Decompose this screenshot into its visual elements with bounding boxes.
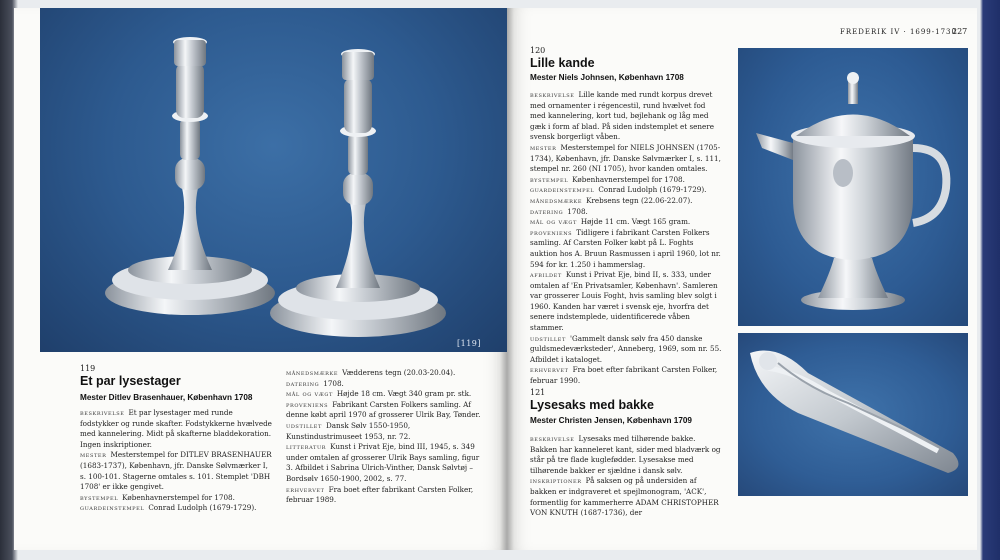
- entry-120-number: 120: [530, 46, 546, 55]
- entry-119-col1: [80, 408, 272, 514]
- entry-paragraph: erhvervet Fra boet efter fabrikant Carsten Folker, februar 1990.: [530, 365, 718, 386]
- entry-paragraph: beskrivelse Et par lysestager med runde fodstykker og runde skafter. Fodstykkerne hvælvede med kannelering. Midt på skafterne bladdekoration. Ingen inskriptioner.: [80, 408, 272, 449]
- right-candlestick: [270, 49, 446, 337]
- entry-paragraph: litteratur Kunst i Privat Eje, bind III, 1945, s. 349 under omtalen af grosserer Ulrik Bays samling, figur 3. Afbildet i Sabrina Ulrich-Vinther, Dansk Sølvtøj – Bordsølv 1650-1900, 2002, s. 77.: [286, 442, 480, 483]
- entry-paragraph: guardeinstempel Conrad Ludolph (1679-1729).: [530, 185, 707, 195]
- entry-paragraph: erhvervet Fra boet efter fabrikant Carsten Folker, februar 1989.: [286, 484, 474, 505]
- entry-121-body: [530, 434, 723, 519]
- entry-paragraph: beskrivelse Lille kande med rundt korpus drevet med ornamenter i régencestil, rund hvælvet fod med kannelering, kort tud, bøjlehank og låg med gæk i form af blad. På siden indstemplet et senere svensk borgerligt våben.: [530, 90, 714, 142]
- entry-paragraph: bystempel Københavnerstempel for 1708.: [530, 174, 685, 184]
- entry-paragraph: guardeinstempel Conrad Ludolph (1679-1729).: [80, 503, 257, 513]
- entry-paragraph: udstillet 'Gammelt dansk sølv fra 450 danske guldsmedeværksteder', Anneberg, 1969, som nr. 55. Afbildet i kataloget.: [530, 333, 722, 364]
- entry-paragraph: afbildet Kunst i Privat Eje, bind II, s. 333, under omtalen af 'En Privatsamler, København'. Samleren var grosserer Louis Foght, hvis samling blev solgt i 1960. Kanden har været i svensk eje, hvorfra det senere indstemplede, uidentificerede våben stammer.: [530, 270, 718, 333]
- entry-119-number: 119: [80, 364, 96, 373]
- entry-119-maker: Mester Ditlev Brasenhauer, København 1708: [80, 393, 253, 402]
- entry-119-title: Et par lysestager: [80, 374, 181, 388]
- entry-119-col2: [286, 368, 481, 506]
- entry-paragraph: datering 1708.: [530, 206, 588, 216]
- jug-illustration: [738, 48, 968, 326]
- entry-paragraph: proveniens Tidligere i fabrikant Carsten Folkers samling. Af Carsten Folker købt på L. Foghts auktion hos A. Bruun Rasmussen i april 1960, lot nr. 594 for kr. 1.250 i hammerslag.: [530, 227, 721, 269]
- entry-paragraph: bystempel Københavnerstempel for 1708.: [80, 492, 235, 502]
- entry-121-maker: Mester Christen Jensen, København 1709: [530, 416, 692, 425]
- entry-paragraph: mester Mesterstempel for DITLEV BRASENHAUER (1683-1737), København, jfr. Danske Sølvmærker I, s. 100-101. Stagerne omtales s. 101. Stemplet 'DBH 1708' er ikke gengivet.: [80, 450, 272, 492]
- entry-120-maker: Mester Niels Johnsen, København 1708: [530, 73, 684, 82]
- entry-121-title: Lysesaks med bakke: [530, 398, 654, 412]
- jug-photo: [738, 48, 968, 326]
- entry-paragraph: inskriptioner På saksen og på undersiden af bakken er indgraveret et spejlmonogram, 'ACK', formentlig for kammerherre ADAM CHRISTOPHER VON KNUTH (1687-1736), der: [530, 476, 719, 518]
- entry-paragraph: datering 1708.: [286, 378, 344, 388]
- entry-paragraph: månedsmærke Krebsens tegn (22.06-22.07).: [530, 195, 693, 205]
- entry-120-title: Lille kande: [530, 56, 595, 70]
- entry-paragraph: mål og vægt Højde 11 cm. Vægt 165 gram.: [530, 217, 691, 227]
- snuffers-photo: [738, 333, 968, 496]
- running-head: FREDERIK IV · 1699-1730: [840, 28, 957, 36]
- snuffers-illustration: [738, 333, 968, 496]
- left-candlestick: [105, 37, 275, 315]
- entry-paragraph: månedsmærke Vædderens tegn (20.03-20.04).: [286, 368, 456, 377]
- entry-120-body: [530, 90, 723, 387]
- entry-paragraph: udstillet Dansk Sølv 1550-1950, Kunstindustrimuseet 1953, nr. 72.: [286, 420, 411, 441]
- entry-121-number: 121: [530, 388, 546, 397]
- page-number: 227: [952, 27, 968, 36]
- candlesticks-photo: [40, 8, 507, 352]
- candlesticks-illustration: [40, 8, 507, 352]
- entry-paragraph: beskrivelse Lysesaks med tilhørende bakke. Bakken har kanneleret kant, sider med bladværk og står på tre flade kuglefødder. Lysesakse med tilhørende bakker er sjældne i dansk sølv.: [530, 434, 721, 475]
- entry-paragraph: mester Mesterstempel for NIELS JOHNSEN (1705-1734), København, jfr. Danske Sølvmærker I, s. 111, stempel nr. 260 (NI 1705), hvor kanden omtales.: [530, 142, 721, 174]
- entry-paragraph: mål og vægt Højde 18 cm. Vægt 340 gram pr. stk.: [286, 389, 472, 399]
- plate-number: [119]: [456, 339, 481, 348]
- entry-paragraph: proveniens Fabrikant Carsten Folkers samling. Af denne købt april 1970 af grosserer Ulrik Bay, Tønder.: [286, 399, 481, 420]
